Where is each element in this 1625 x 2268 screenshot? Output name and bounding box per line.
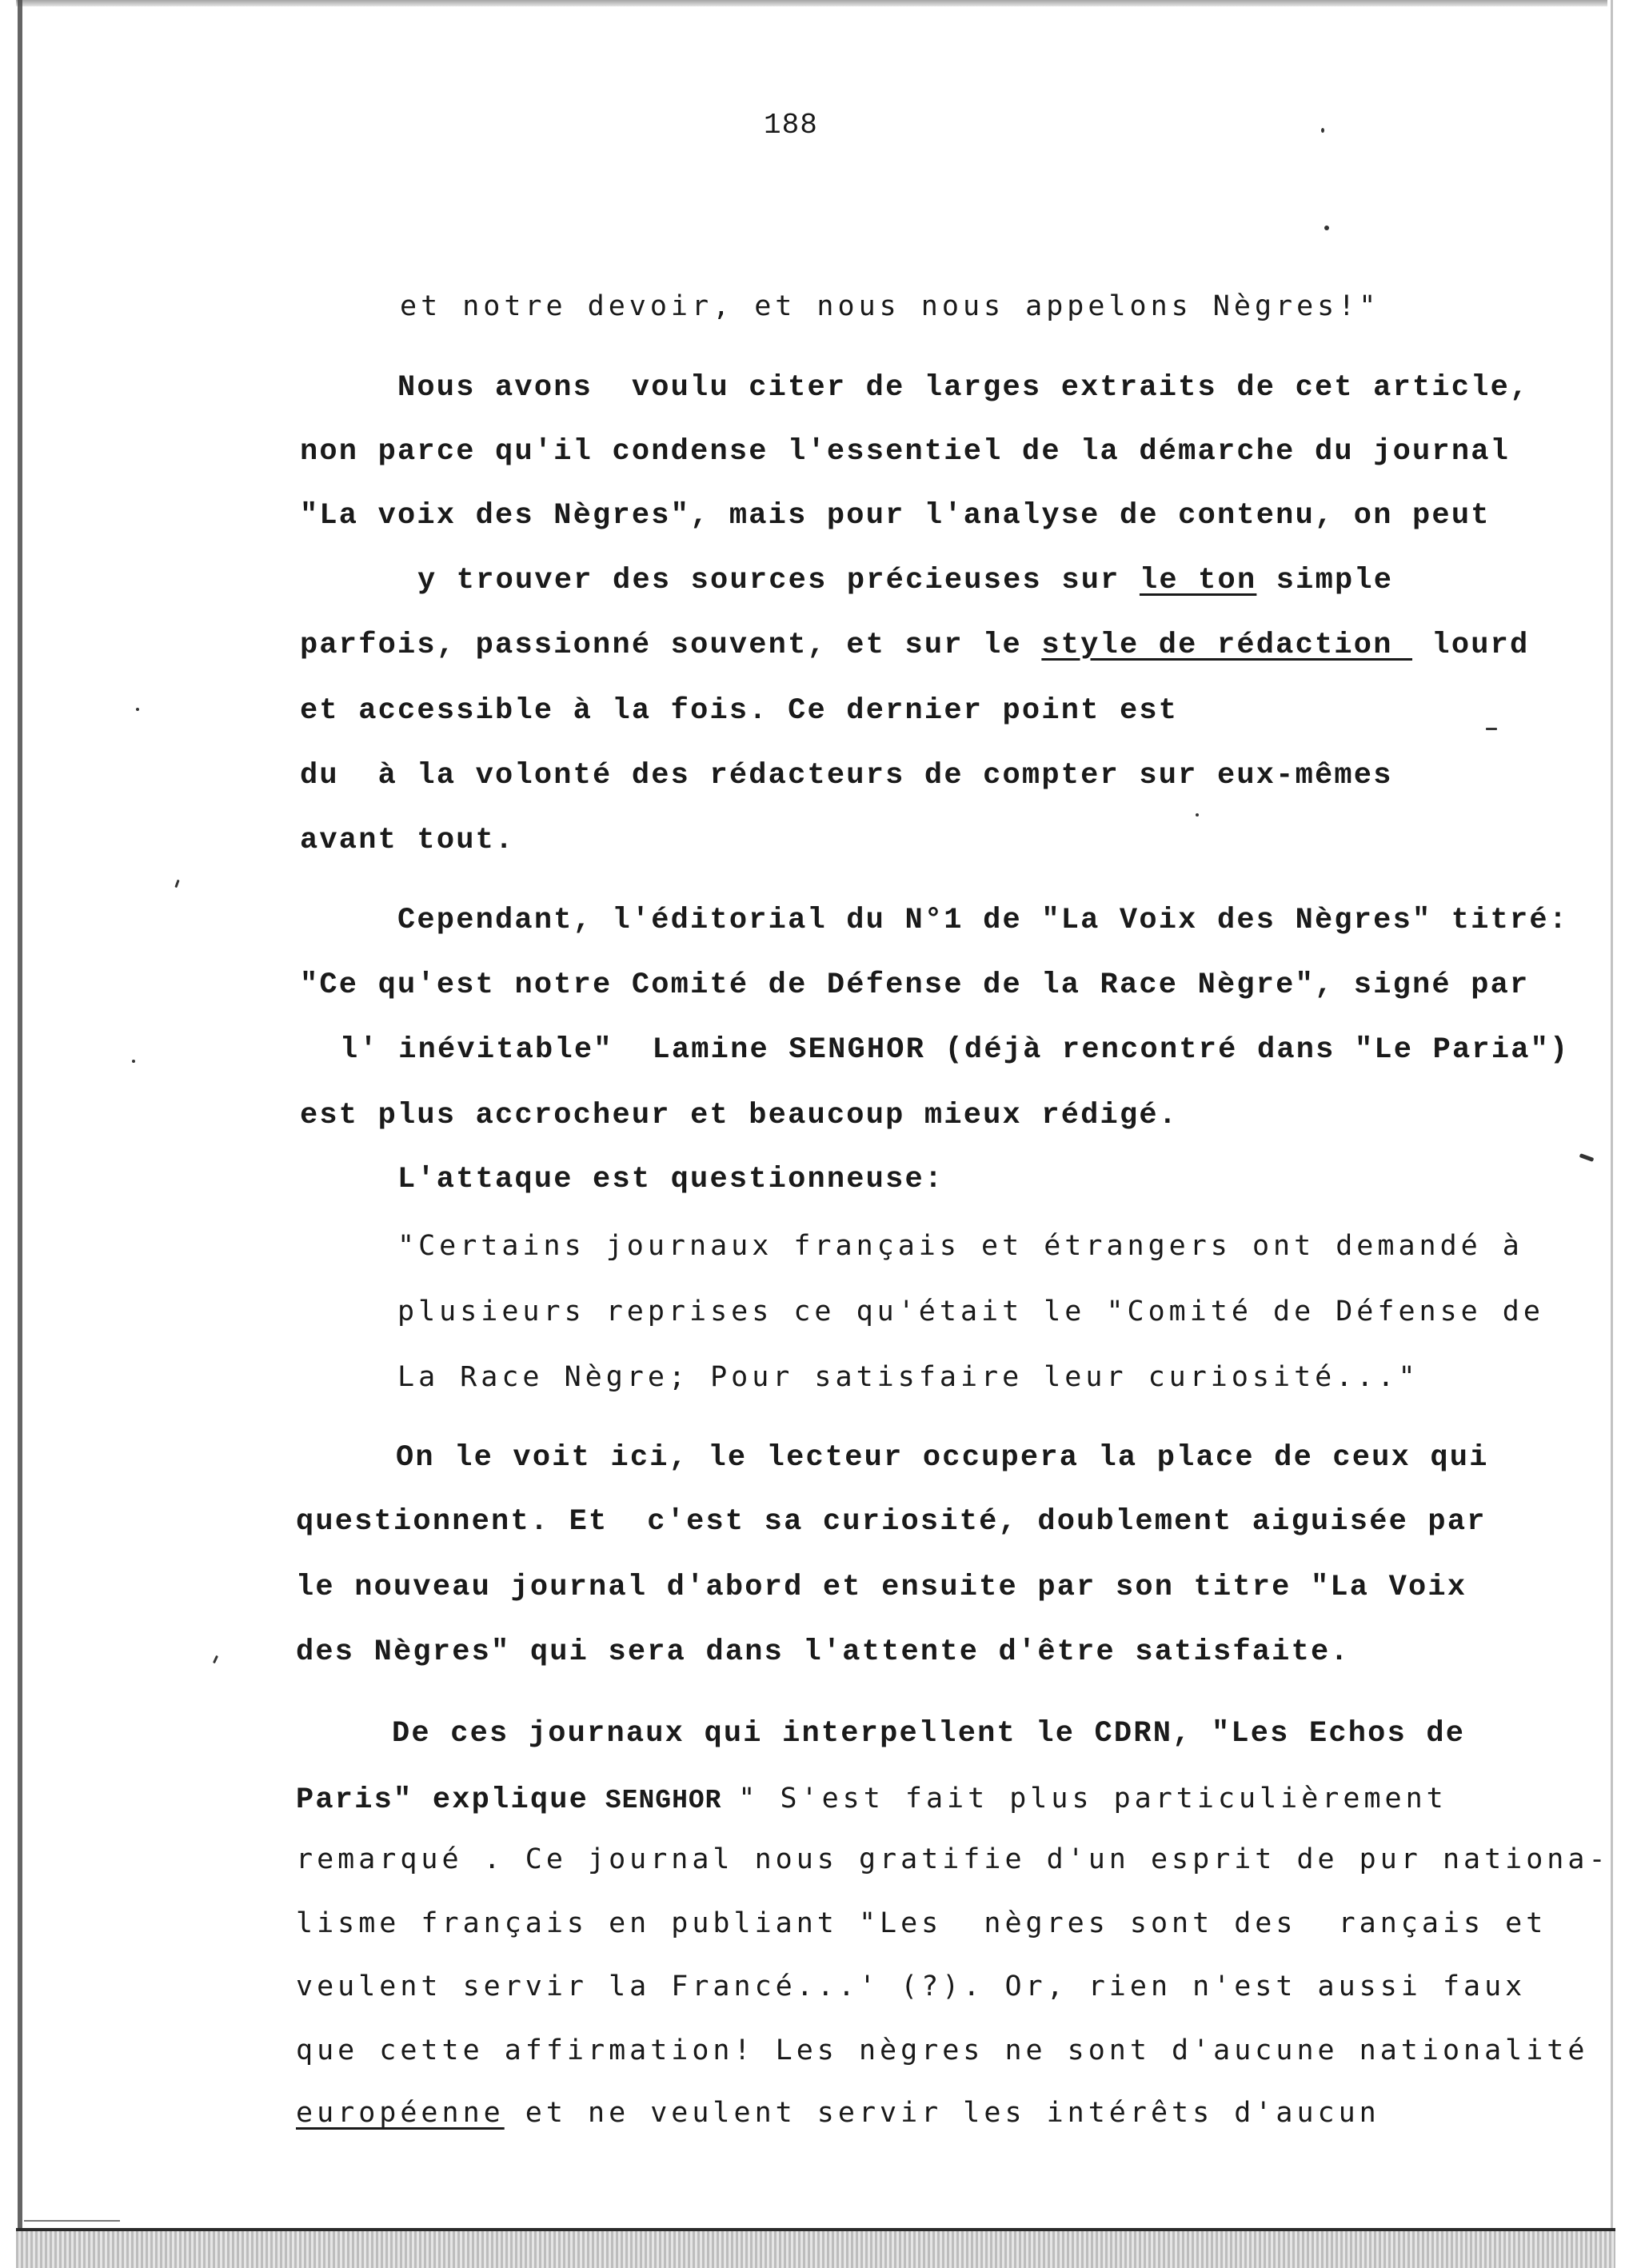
scan-speck <box>136 708 139 711</box>
text-line: non parce qu'il condense l'essentiel de la démarche du journal <box>300 435 1511 469</box>
scan-speck <box>213 1655 218 1663</box>
text-line: On le voit ici, le lecteur occupera la place de ceux qui <box>396 1441 1489 1475</box>
text-line: questionnent. Et c'est sa curiosité, doublement aiguisée par <box>296 1505 1487 1539</box>
scan-speck <box>1579 1153 1595 1162</box>
text-line: le nouveau journal d'abord et ensuite par son titre "La Voix <box>296 1571 1467 1604</box>
scan-border-top <box>16 0 1607 6</box>
text-line: "La voix des Nègres", mais pour l'analyse de contenu, on peut <box>300 499 1491 533</box>
text-span: parfois, passionné souvent, et sur le <box>300 629 1042 662</box>
text-span: y trouver des sources précieuses sur <box>417 564 1140 597</box>
text-line: des Nègres" qui sera dans l'attente d'être satisfaite. <box>296 1635 1350 1669</box>
text-line: est plus accrocheur et beaucoup mieux rédigé. <box>300 1099 1179 1132</box>
scan-speck <box>1486 728 1497 730</box>
text-line: et notre devoir, et nous nous appelons Nègres!" <box>400 290 1380 322</box>
text-line <box>296 2094 1380 2131</box>
text-span: SENGHOR <box>589 1786 739 1815</box>
underlined-text: européenne <box>296 2097 505 2129</box>
text-line: l' inévitable" Lamine SENGHOR (déjà rencontré dans "Le Paria") <box>340 1033 1570 1067</box>
text-span: simple <box>1256 564 1394 597</box>
scan-speck <box>132 1060 135 1063</box>
underlined-text: style de rédaction <box>1041 629 1413 662</box>
text-span: " S'est fait plus particulièrement <box>738 1783 1447 1815</box>
text-line <box>300 627 1529 664</box>
text-line: du à la volonté des rédacteurs de compter sur eux-mêmes <box>300 759 1393 793</box>
text-line: veulent servir la Francé...' (?). Or, rien n'est aussi faux <box>296 1971 1527 2002</box>
text-line <box>417 562 1393 599</box>
quote-line: "Certains journaux français et étrangers ont demandé à <box>397 1230 1523 1262</box>
scan-speck <box>1324 226 1329 230</box>
scan-border-left <box>18 0 22 2265</box>
quote-line: La Race Nègre; Pour satisfaire leur curiosité..." <box>397 1361 1419 1393</box>
scan-speck <box>1321 128 1324 133</box>
text-line: Cependant, l'éditorial du N°1 de "La Voix des Nègres" titré: <box>397 904 1569 937</box>
text-line: lisme français en publiant "Les nègres sont des rançais et <box>296 1907 1547 1939</box>
scan-mark <box>24 2220 120 2222</box>
text-span: lourd <box>1412 629 1530 662</box>
page-number: 188 <box>764 109 818 142</box>
text-line: "Ce qu'est notre Comité de Défense de la Race Nègre", signé par <box>300 968 1530 1002</box>
scan-speck <box>174 880 179 888</box>
quote-line: plusieurs reprises ce qu'était le "Comité de Défense de <box>397 1296 1544 1328</box>
text-line <box>296 1780 1447 1819</box>
underlined-text: le ton <box>1139 564 1257 597</box>
scan-speck <box>1196 813 1199 817</box>
text-span: et ne veulent servir les intérêts d'aucun <box>504 2097 1380 2129</box>
text-span: Paris" explique <box>296 1783 589 1817</box>
text-line: avant tout. <box>300 824 515 857</box>
scan-border-right <box>1611 0 1613 2255</box>
text-line: L'attaque est questionneuse: <box>397 1163 944 1196</box>
text-line: Nous avons voulu citer de larges extraits de cet article, <box>397 371 1530 405</box>
scan-border-bottom <box>16 2228 1615 2268</box>
text-line: De ces journaux qui interpellent le CDRN, "Les Echos de <box>392 1717 1466 1751</box>
text-line: que cette affirmation! Les nègres ne sont d'aucune nationalité <box>296 2034 1589 2066</box>
text-line: remarqué . Ce journal nous gratifie d'un esprit de pur nationa- <box>296 1843 1610 1875</box>
text-line: et accessible à la fois. Ce dernier point est <box>300 694 1179 728</box>
